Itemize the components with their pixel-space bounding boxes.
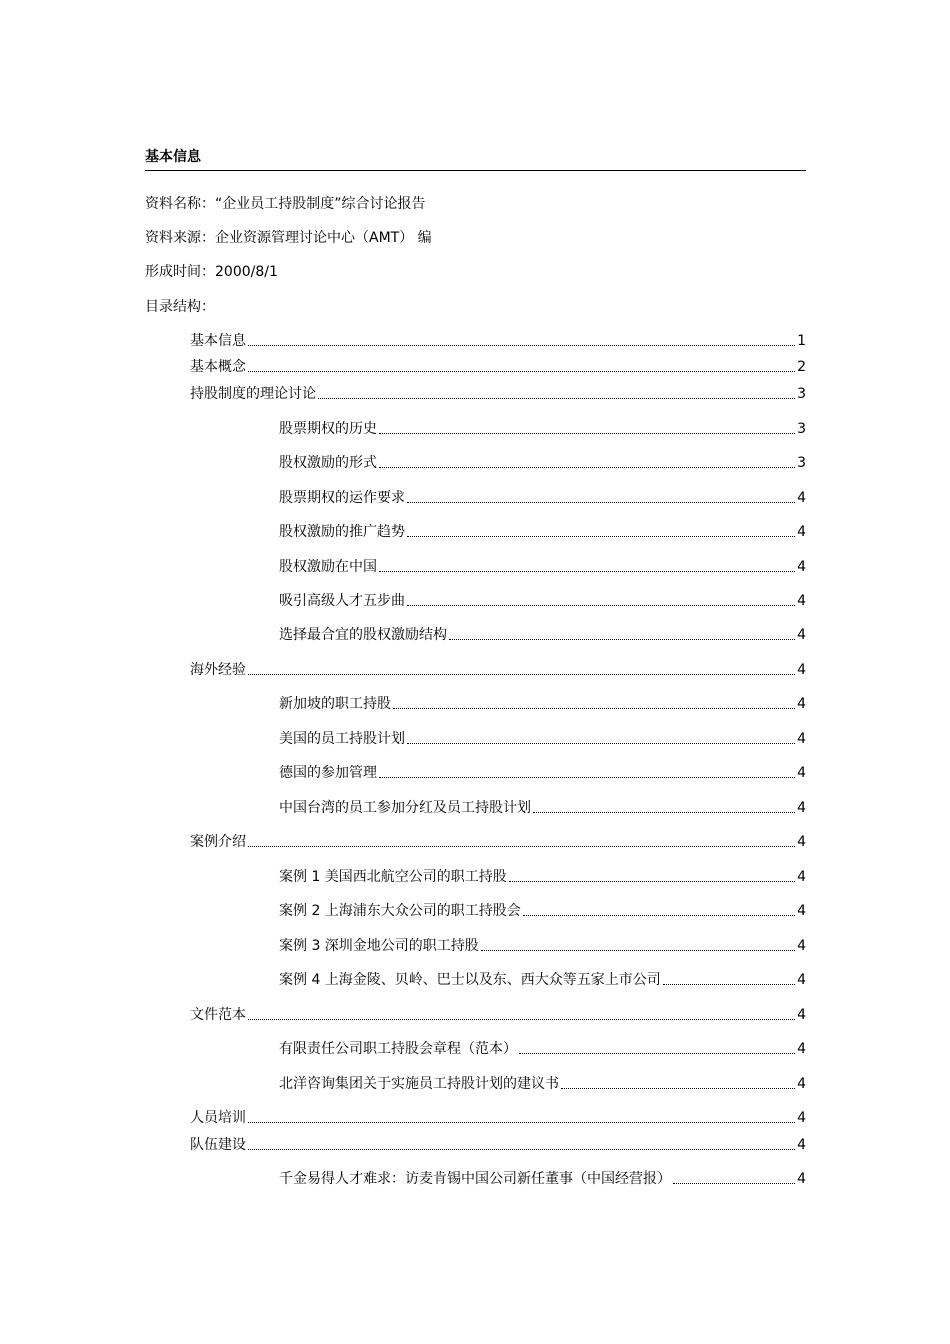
toc-dot-leader: [519, 1053, 795, 1054]
toc-dot-leader: [533, 812, 795, 813]
toc-entry-page-number: 4: [797, 1007, 806, 1023]
toc-entry[interactable]: [279, 730, 806, 748]
toc-entry[interactable]: [190, 358, 806, 376]
toc-entry-label: 案例 1 美国西北航空公司的职工持股: [279, 869, 507, 885]
toc-entry-label: 案例介绍: [190, 834, 246, 850]
toc-entry-page-number: 4: [797, 1171, 806, 1187]
toc-entry[interactable]: [190, 833, 806, 851]
toc-dot-leader: [248, 846, 795, 847]
toc-dot-leader: [318, 398, 795, 399]
toc-entry-label: 基本信息: [190, 333, 246, 349]
toc-entry-label: 北洋咨询集团关于实施员工持股计划的建议书: [279, 1076, 559, 1092]
toc-entry-label: 吸引高级人才五步曲: [279, 593, 405, 609]
toc-dot-leader: [673, 1183, 795, 1184]
toc-dot-leader: [393, 708, 795, 709]
toc-dot-leader: [248, 1149, 795, 1150]
toc-entry-label: 新加坡的职工持股: [279, 696, 391, 712]
toc-entry-page-number: 4: [797, 972, 806, 988]
toc-entry-label: 案例 2 上海浦东大众公司的职工持股会: [279, 903, 521, 919]
toc-dot-leader: [379, 467, 795, 468]
toc-entry-page-number: 4: [797, 559, 806, 575]
toc-entry[interactable]: [279, 626, 806, 644]
toc-entry[interactable]: [279, 902, 806, 920]
toc-entry-label: 有限责任公司职工持股会章程（范本）: [279, 1041, 517, 1057]
toc-entry-label: 股权激励在中国: [279, 559, 377, 575]
toc-entry-page-number: 4: [797, 1110, 806, 1126]
toc-entry-page-number: 4: [797, 731, 806, 747]
toc-dot-leader: [523, 915, 795, 916]
toc-entry-label: 文件范本: [190, 1007, 246, 1023]
material-name: 资料名称：“企业员工持股制度”综合讨论报告: [145, 196, 426, 212]
toc-entry[interactable]: [190, 1006, 806, 1024]
toc-dot-leader: [379, 433, 795, 434]
toc-entry-label: 股权激励的形式: [279, 455, 377, 471]
toc-entry-page-number: 4: [797, 1137, 806, 1153]
toc-entry-page-number: 4: [797, 765, 806, 781]
toc-entry-page-number: 4: [797, 869, 806, 885]
toc-entry-label: 持股制度的理论讨论: [190, 386, 316, 402]
toc-entry-label: 选择最合宜的股权激励结构: [279, 627, 447, 643]
toc-entry-page-number: 3: [797, 455, 806, 471]
toc-entry-label: 股权激励的推广趋势: [279, 524, 405, 540]
toc-entry[interactable]: [190, 1136, 806, 1154]
toc-entry-page-number: 4: [797, 834, 806, 850]
toc-entry-label: 队伍建设: [190, 1137, 246, 1153]
toc-entry-page-number: 4: [797, 696, 806, 712]
toc-entry-label: 德国的参加管理: [279, 765, 377, 781]
toc-dot-leader: [248, 345, 795, 346]
toc-dot-leader: [407, 502, 795, 503]
toc-entry-page-number: 2: [797, 359, 806, 375]
toc-entry-label: 千金易得人才难求：访麦肯锡中国公司新任董事（中国经营报）: [279, 1171, 671, 1187]
toc-dot-leader: [663, 984, 795, 985]
toc-entry[interactable]: [190, 332, 806, 350]
toc-dot-leader: [379, 777, 795, 778]
toc-entry-page-number: 1: [797, 333, 806, 349]
section-header: [145, 146, 806, 171]
toc-entry-label: 案例 4 上海金陵、贝岭、巴士以及东、西大众等五家上市公司: [279, 972, 661, 988]
toc-entry-label: 股票期权的运作要求: [279, 490, 405, 506]
toc-entry[interactable]: [279, 420, 806, 438]
toc-entry-label: 基本概念: [190, 359, 246, 375]
toc-dot-leader: [248, 371, 795, 372]
toc-entry[interactable]: [279, 868, 806, 886]
toc-dot-leader: [248, 1122, 795, 1123]
toc-entry[interactable]: [279, 558, 806, 576]
material-source: 资料来源：企业资源管理讨论中心（AMT） 编: [145, 230, 432, 246]
toc-dot-leader: [481, 950, 795, 951]
toc-entry[interactable]: [279, 764, 806, 782]
toc-heading: 目录结构：: [145, 299, 215, 315]
toc-entry[interactable]: [279, 799, 806, 817]
toc-dot-leader: [248, 674, 795, 675]
toc-entry[interactable]: [279, 592, 806, 610]
toc-entry-page-number: 4: [797, 1041, 806, 1057]
toc-entry-page-number: 4: [797, 938, 806, 954]
toc-entry-page-number: 4: [797, 662, 806, 678]
toc-entry[interactable]: [279, 1170, 806, 1188]
toc-dot-leader: [407, 605, 795, 606]
toc-entry[interactable]: [190, 1109, 806, 1127]
toc-entry-page-number: 4: [797, 524, 806, 540]
toc-entry-label: 案例 3 深圳金地公司的职工持股: [279, 938, 479, 954]
toc-dot-leader: [449, 639, 795, 640]
toc-entry[interactable]: [279, 971, 806, 989]
toc-entry-page-number: 4: [797, 903, 806, 919]
section-title: 基本信息: [145, 149, 201, 165]
toc-entry-page-number: 3: [797, 386, 806, 402]
toc-entry-label: 海外经验: [190, 662, 246, 678]
toc-entry[interactable]: [279, 523, 806, 541]
toc-entry-label: 股票期权的历史: [279, 421, 377, 437]
toc-entry-label: 美国的员工持股计划: [279, 731, 405, 747]
toc-entry[interactable]: [190, 661, 806, 679]
toc-entry-page-number: 4: [797, 490, 806, 506]
creation-date: 形成时间：2000/8/1: [145, 264, 278, 280]
toc-entry[interactable]: [279, 695, 806, 713]
toc-entry[interactable]: [279, 454, 806, 472]
toc-entry-label: 人员培训: [190, 1110, 246, 1126]
toc-dot-leader: [509, 881, 795, 882]
toc-dot-leader: [379, 571, 795, 572]
toc-entry-page-number: 4: [797, 800, 806, 816]
toc-entry-label: 中国台湾的员工参加分红及员工持股计划: [279, 800, 531, 816]
toc-dot-leader: [248, 1019, 795, 1020]
toc-entry[interactable]: [279, 937, 806, 955]
toc-entry-page-number: 3: [797, 421, 806, 437]
toc-entry-page-number: 4: [797, 627, 806, 643]
toc-dot-leader: [407, 536, 795, 537]
toc-entry[interactable]: [190, 385, 806, 403]
toc-entry[interactable]: [279, 489, 806, 507]
toc-dot-leader: [407, 743, 795, 744]
toc-entry[interactable]: [279, 1040, 806, 1058]
toc-entry-page-number: 4: [797, 593, 806, 609]
toc-dot-leader: [561, 1088, 795, 1089]
toc-entry-page-number: 4: [797, 1076, 806, 1092]
toc-entry[interactable]: [279, 1075, 806, 1093]
